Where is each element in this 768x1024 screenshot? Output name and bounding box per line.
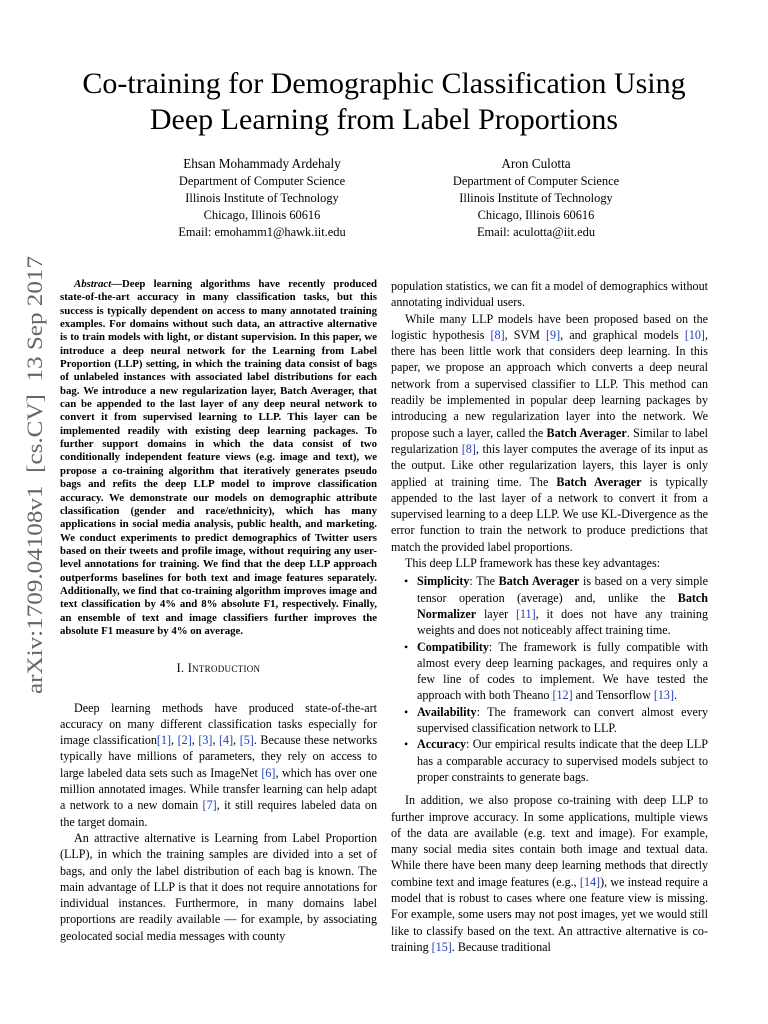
citation-link[interactable]: [1] [156,733,172,748]
citation-link[interactable]: [8] [490,327,505,342]
left-column [60,278,377,944]
abstract-label: Abstract [74,278,112,290]
emphasized-term: Batch Averager [546,425,627,440]
citation-link[interactable]: [13] [653,688,675,703]
paper-title-line-1: Co-training for Demographic Classification Using [82,67,686,100]
paper-title-line-2: Deep Learning from Label Proportions [149,103,619,136]
arxiv-identifier-stamp [6,254,50,694]
intro-paragraph-5: This deep LLP framework has these key advantages: [405,556,661,571]
arxiv-identifier: arXiv:1709.04108v1 [cs.CV] 13 Sep 2017 [22,301,47,694]
intro-paragraph-6: In addition, we also propose co-training with deep LLP to further improve accuracy. In some applications, multiple views of the data are available (e.g. text and image). For example, many social media sites contain both image and textual data. While there have been many deep learning methods that directly combine text and image features (e.g., [14]), we instead require a model that is robust to cases where one feature view is missing. For example, some users may not post images, yet we would still like to classify based on the text. An attractive alternative is co-training [15]. Because traditional [391,793,708,954]
author-department: Department of Computer Science [178,174,346,188]
author-department: Department of Computer Science [452,174,620,188]
advantage-item: • Accuracy: Our empirical results indicate that the deep LLP has a comparable accuracy to supervised models subject to proper constraints to generate bags. [417,736,708,785]
advantages-list [391,573,708,785]
citation-link[interactable]: [11] [515,606,536,621]
intro-paragraph-2: An attractive alternative is Learning from Label Proportion (LLP), in which the training samples are divided into a set of bags, and only the label distribution of each bag is known. The main advantage of LLP is that it does not require annotations for individual instances. Furthermore, in many domains label proportions are readily available — for example, by associating geolocated social media messages with county [60,830,377,943]
citation-link[interactable]: [2] [177,733,192,748]
citation-link[interactable]: [12] [552,688,573,703]
paper-title [60,66,708,138]
emphasized-term: Batch Averager [498,574,580,589]
citation-link[interactable]: [3] [198,733,213,748]
intro-paragraph-3: population statistics, we can fit a model of demographics without annotating individual users. [391,279,708,310]
author-email: Email: emohamm1@hawk.iit.edu [178,225,346,239]
emphasized-term: Batch Averager [556,474,642,489]
author-city: Chicago, Illinois 60616 [477,208,595,222]
author-email: Email: aculotta@iit.edu [476,225,596,239]
advantage-title: Compatibility [417,639,489,654]
advantage-title: Availability [417,704,477,719]
author-institution: Illinois Institute of Technology [185,191,339,205]
advantage-title: Accuracy [417,737,467,752]
author-name: Ehsan Mohammady Ardehaly [183,156,341,171]
emphasized-term: Batch Normalizer [417,590,708,621]
abstract [60,278,377,638]
intro-paragraph-1: Deep learning methods have produced state-of-the-art accuracy on many different classification tasks especially for image classification[1], [2], [3], [4], [5]. Because these networks typically have millions of parameters, they rely on access to large labeled data sets such as ImageNet [6], which has over one million annotated images. While transfer learning can help adapt a network to a new domain [7], it still requires labeled data on the target domain. [60,700,378,829]
advantage-title: Simplicity [417,574,470,589]
section-number: I. [176,661,185,676]
citation-link[interactable]: [5] [239,733,254,748]
intro-paragraph-4: While many LLP models have been proposed based on the logistic hypothesis [8], SVM [9], and graphical models [10], there has been little work that considers deep learning. In this paper, we propose an approach which converts a deep neural network from a supervised classifier to LLP. This method can readily be implemented in popular deep learning packages by introducing a new regularization layer into the network. We propose such a layer, called the Batch Averager. Similar to label regularization [8], this layer computes the average of its input as the output. Like other regularization layers, this layer is only applied at training time. The Batch Averager is typically appended to the last layer of a network to convert it from a supervised learning to a deep LLP. We use KL-Divergence as the error function to train the network to produce predictions that match the provided label proportions. [391,311,708,554]
advantage-item: • Compatibility: The framework is fully compatible with almost every deep learning packages, and requires only a few line of codes to implement. We have tested the approach with both Theano [12] and Tensorflow [13]. [417,639,708,704]
right-column [391,278,708,955]
citation-link[interactable]: [14] [579,874,601,889]
citation-link[interactable]: [6] [261,765,276,780]
abstract-text: —Deep learning algorithms have recently produced state-of-the-art accuracy in many classification tasks, but this success is typically dependent on access to many annotated training examples. For domains without such data, an attractive alternative is to train models with light, or distant supervision. In this paper, we introduce a deep neural network for the Learning from Label Proportion (LLP) setting, in which the training data consist of bags of unlabeled instances with associated label distributions for each bag. We introduce a new regularization layer, Batch Averager, that can be appended to the last layer of any deep neural network to convert it from supervised learning to LLP. This layer can be implemented readily with existing deep learning packages. To further support domains in which the data consist of two conditionally independent feature views (e.g. image and text), we propose a co-training algorithm that iteratively generates pseudo bags and refits the deep LLP model to improve classification accuracy. We demonstrate our models on demographic attribute classification (gender and race/ethnicity), which has many applications in social media analysis, public health, and marketing. We conduct experiments to predict demographics of Twitter users based on their tweets and profile image, without requiring any user-level annotations for training. We find that the deep LLP approach outperforms baselines for both text and image features separately. Additionally, we find that co-training algorithm improves image and text classification by 4% and 8% absolute F1, respectively. Finally, an ensemble of text and image classifiers further improves the absolute F1 measure by 4% on average. [60,278,377,637]
citation-link[interactable]: [10] [684,327,705,342]
advantage-item: • Simplicity: The Batch Averager is based on a very simple tensor operation (average) and, unlike the Batch Normalizer layer [11], it does not have any training weights and does not noticeably affect training time. [417,573,708,638]
section-title: Introduction [187,661,261,676]
citation-link[interactable]: [4] [219,733,234,748]
citation-link[interactable]: [7] [202,798,217,813]
author-city: Chicago, Illinois 60616 [203,208,321,222]
author-block-2 [406,155,666,241]
author-name: Aron Culotta [501,156,571,171]
author-institution: Illinois Institute of Technology [459,191,613,205]
advantage-item: • Availability: The framework can convert almost every supervised classification network to LLP. [417,704,708,737]
section-heading-introduction [60,660,377,676]
citation-link[interactable]: [9] [546,327,561,342]
citation-link[interactable]: [15] [431,939,452,954]
citation-link[interactable]: [8] [461,441,476,456]
author-block-1 [132,155,392,241]
